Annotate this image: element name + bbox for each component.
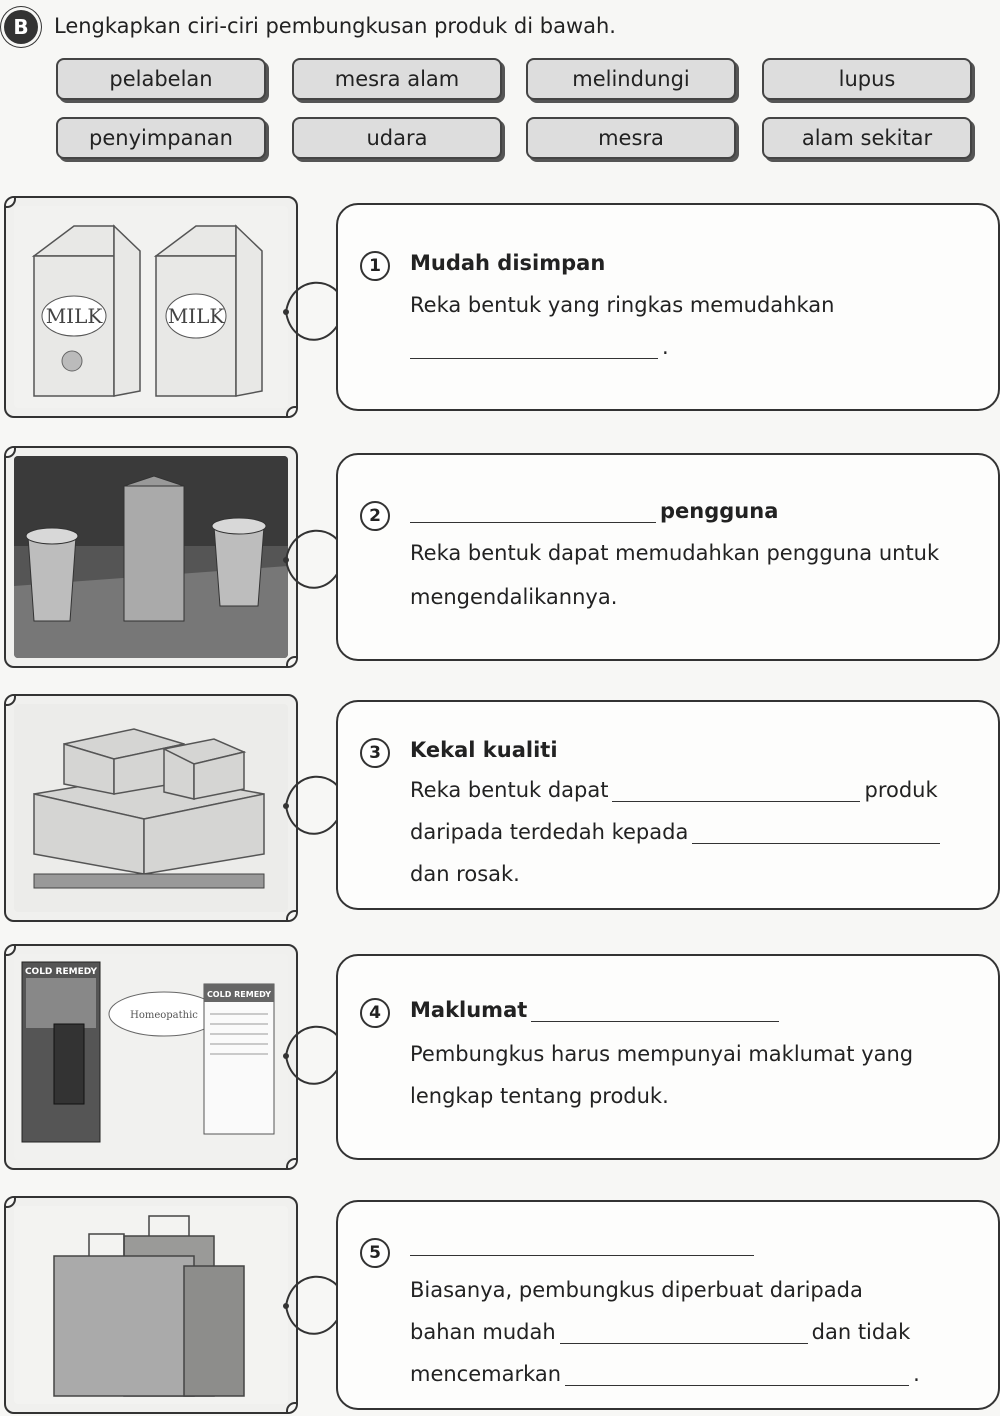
- item-line: Reka bentuk dapat produk: [410, 778, 938, 802]
- item-card-3: [336, 700, 1000, 910]
- cold-remedy-photo: [4, 944, 298, 1170]
- item-number: 4: [360, 998, 390, 1028]
- section-badge: B: [4, 10, 38, 44]
- item-number: 3: [360, 738, 390, 768]
- worksheet-header: [4, 6, 984, 46]
- item-line: bahan mudah dan tidak: [410, 1320, 911, 1344]
- item-line: .: [410, 335, 669, 359]
- item-line: daripada terdedah kepada: [410, 820, 944, 844]
- item-number: 2: [360, 501, 390, 531]
- instruction-text: Lengkapkan ciri-ciri pembungkusan produk di bawah.: [54, 14, 616, 38]
- item-card-1: [336, 203, 1000, 411]
- answer-blank[interactable]: [410, 500, 656, 523]
- milk-carton-image: [14, 206, 288, 408]
- item-title: pengguna: [410, 499, 778, 523]
- answer-blank[interactable]: [612, 779, 860, 802]
- paper-bags-photo: [4, 1196, 298, 1414]
- item-line: Reka bentuk dapat memudahkan pengguna untuk: [410, 541, 940, 565]
- item-line: mencemarkan .: [410, 1362, 920, 1386]
- item-title: Mudah disimpan: [410, 251, 606, 275]
- homeo-label: Homeopathic: [130, 1010, 198, 1021]
- word-chip[interactable]: alam sekitar: [762, 117, 972, 159]
- remedy-label-left: COLD REMEDY: [24, 967, 98, 977]
- answer-blank[interactable]: [560, 1321, 808, 1344]
- word-chip[interactable]: mesra: [526, 117, 736, 159]
- paper-bags-image: [14, 1206, 288, 1404]
- item-line: mengendalikannya.: [410, 585, 618, 609]
- answer-blank[interactable]: [692, 821, 940, 844]
- word-chip[interactable]: udara: [292, 117, 502, 159]
- item-card-2: [336, 453, 1000, 661]
- coffee-cups-photo: [4, 446, 298, 668]
- item-title: Kekal kualiti: [410, 738, 558, 762]
- answer-blank[interactable]: [410, 336, 658, 359]
- item-card-5: [336, 1200, 1000, 1410]
- word-chip[interactable]: penyimpanan: [56, 117, 266, 159]
- item-line: Biasanya, pembungkus diperbuat daripada: [410, 1278, 863, 1302]
- milk-label-left: MILK: [45, 304, 103, 328]
- milk-label-right: MILK: [167, 304, 225, 328]
- word-chip[interactable]: pelabelan: [56, 58, 266, 100]
- word-chip[interactable]: melindungi: [526, 58, 736, 100]
- coffee-cups-image: [14, 456, 288, 658]
- answer-blank[interactable]: [410, 1233, 754, 1256]
- answer-blank[interactable]: [565, 1363, 909, 1386]
- word-chip[interactable]: lupus: [762, 58, 972, 100]
- boxes-pallet-photo: [4, 694, 298, 922]
- milk-carton-photo: [4, 196, 298, 418]
- item-card-4: [336, 954, 1000, 1160]
- answer-blank[interactable]: [531, 999, 779, 1022]
- item-number: 1: [360, 251, 390, 281]
- word-bank: [56, 58, 972, 160]
- item-title: Maklumat: [410, 998, 783, 1022]
- item-number: 5: [360, 1238, 390, 1268]
- word-chip[interactable]: mesra alam: [292, 58, 502, 100]
- item-line: dan rosak.: [410, 862, 520, 886]
- item-line: lengkap tentang produk.: [410, 1084, 669, 1108]
- item-line: Reka bentuk yang ringkas memudahkan: [410, 293, 835, 317]
- item-line: Pembungkus harus mempunyai maklumat yang: [410, 1042, 914, 1066]
- item-title: [410, 1232, 758, 1256]
- boxes-pallet-image: [14, 704, 288, 912]
- remedy-label-right: COLD REMEDY: [206, 990, 272, 999]
- cold-remedy-image: [14, 954, 288, 1160]
